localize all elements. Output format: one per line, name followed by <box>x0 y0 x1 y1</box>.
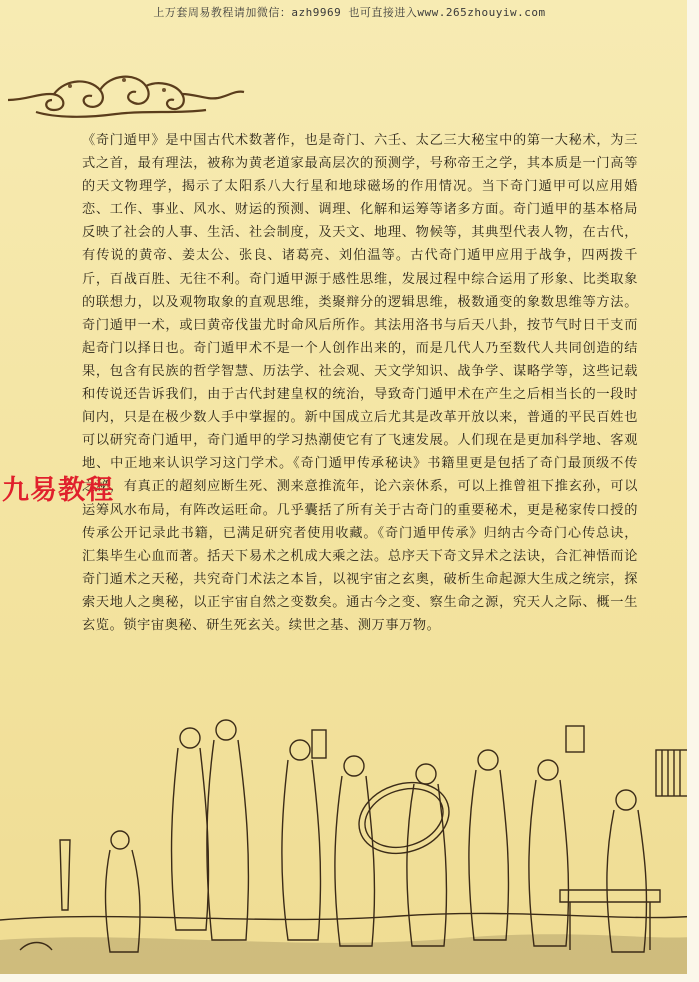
auspicious-cloud-ornament <box>6 64 246 124</box>
header-watermark: 上万套周易教程请加微信：azh9969 也可直接进入www.265zhouyiw.com <box>153 6 546 19</box>
page-edge-right <box>687 0 699 982</box>
page-edge-bottom <box>0 974 699 982</box>
court-scene-illustration <box>0 690 699 982</box>
article-body: 《奇门遁甲》是中国古代术数著作，也是奇门、六壬、太乙三大秘宝中的第一大秘术，为三式之首，最有理法，被称为黄老道家最高层次的预测学，号称帝王之学，其本质是一门高等的天文物理学，揭示了太阳系八大行星和地球磁场的作用情况。当下奇门遁甲可以应用婚恋、工作、事业、风水、财运的预测、调理、化解和运筹等诸多方面。奇门遁甲的基本格局反映了社会的人事、生活、社会制度，及天文、地理、物候等，其典型代表人物，在古代，有传说的黄帝、姜太公、张良、诸葛亮、刘伯温等。古代奇门遁甲应用于战争，四两拨千斤，百战百胜、无往不利。奇门遁甲源于感性思维，发展过程中综合运用了形象、比类取象的联想力，以及观物取象的直观思维，类聚辩分的逻辑思维，极数通变的象数思维等方法。奇门遁甲一术，或曰黄帝伐蚩尤时命风后所作。其法用洛书与后天八卦，按节气时日干支而起奇门以择日也。奇门遁甲术不是一个人创作出来的，而是几代人乃至数代人共同创造的结果，包含有民族的哲学智慧、历法学、社会观、天文学知识、战争学、谋略学等，这些记载和传说还告诉我们，由于古代封建皇权的统治，导致奇门遁甲术在产生之后相当长的一段时间内，只是在极少数人手中掌握的。新中国成立后尤其是改革开放以来，普通的平民百姓也可以研究奇门遁甲，奇门遁甲的学习热潮使它有了飞速发展。人们现在是更加科学地、客观地、中正地来认识学习这门学术。《奇门遁甲传承秘诀》书籍里更是包括了奇门最顶级不传之秘，有真正的超刻应断生死、测来意推流年，论六亲休系，可以上推曾祖下推玄孙，可以运筹风水布局，有阵改运旺命。几乎囊括了所有关于古奇门的重要秘术，更是秘家传口授的传承公开记录此书籍，已满足研究者使用收藏。《奇门遁甲传承》归纳古今奇门心传总诀，汇集毕生心血而著。括天下易术之机成大乘之法。总序天下奇文异术之法诀，合汇神悟而论奇门遁术之天秘，共究奇门术法之本旨，以视宇宙之玄奥，破析生命起源大生成之统宗，探索天地人之奥秘，以正宇宙自然之变数矣。通古今之变、察生命之源，究天人之际、概一生玄览。锁宇宙奥秘、研生死玄关。续世之基、测万事万物。 <box>82 133 638 633</box>
brand-watermark-logo: 九易教程 <box>2 475 114 506</box>
